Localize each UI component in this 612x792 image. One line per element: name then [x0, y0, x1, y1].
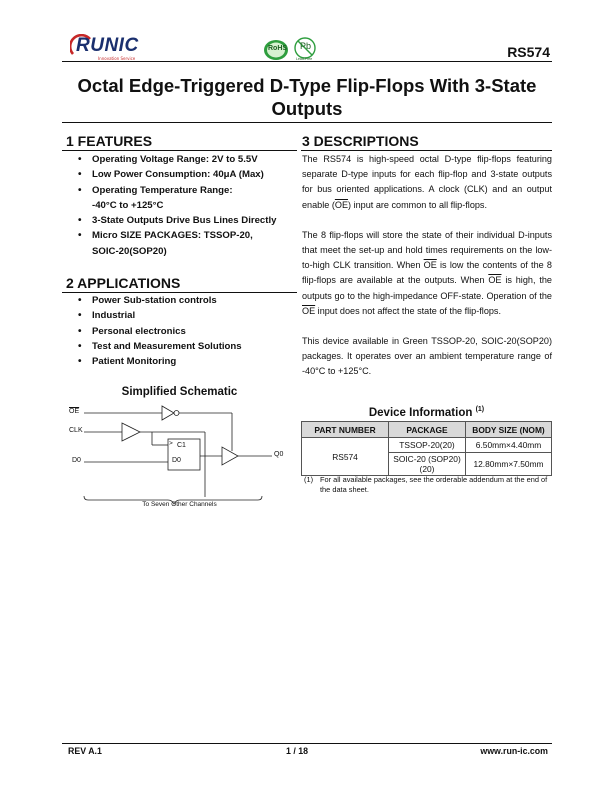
- schematic-clk-label: CLK: [69, 427, 83, 434]
- lead-free-label: Lead-Free: [296, 57, 313, 61]
- schematic-d0-label: D0: [72, 457, 81, 464]
- application-item: • Patient Monitoring: [68, 354, 298, 369]
- features-heading: 1 FEATURES: [66, 133, 153, 149]
- description-paragraph: This device available in Green TSSOP-20, SOIC-20(SOP20) packages. It operates over an ambient temperature range of -40°C to +125°C.: [302, 336, 552, 377]
- logo-tagline: Innovation Service: [98, 56, 136, 61]
- application-item: • Power Sub-station controls: [68, 293, 298, 308]
- application-item: • Test and Measurement Solutions: [68, 339, 298, 354]
- part-number-cell: RS574: [302, 438, 389, 476]
- feature-item-continuation: -40°C to +125°C: [92, 199, 164, 211]
- company-logo: [70, 34, 140, 62]
- title-rule: [62, 122, 552, 123]
- oe-overline: $\overline{OE}$: [302, 305, 316, 316]
- header-rule: [62, 61, 552, 62]
- device-info-title: Device Information $^{(1)}$: [368, 406, 485, 419]
- description-paragraph: The RS574 is high-speed octal D-type flip-flops featuring separate D-type inputs for each flip-flop and 3-state outputs for bus oriented applications. A clock (CLK) and an output enable $(\overline{OE})$ input are common to all flip-flops.: [302, 154, 552, 210]
- schematic-ff-d0-label: D0: [172, 457, 181, 464]
- table-row: [302, 438, 552, 453]
- schematic-oe-label: $\overline{OE}$: [69, 408, 80, 415]
- schematic-title: Simplified Schematic: [121, 386, 238, 398]
- footnote-number: (1): [304, 475, 314, 484]
- features-list: [68, 152, 298, 259]
- schematic-clock-symbol: >: [169, 440, 173, 447]
- feature-item: • 3-State Outputs Drive Bus Lines Directly: [68, 213, 298, 228]
- applications-heading: 2 APPLICATIONS: [66, 275, 181, 291]
- device-info-note-ref: (1): [475, 406, 485, 413]
- rohs-label: RoHS: [268, 45, 288, 52]
- logo-text: RUNIC: [76, 35, 139, 56]
- footer-rule: [62, 743, 552, 744]
- footer-url[interactable]: www.run-ic.com: [480, 746, 548, 756]
- column-header: PACKAGE: [389, 422, 466, 438]
- header-part-number: RS574: [507, 44, 550, 60]
- table-header-row: [302, 422, 552, 438]
- pb-label: Pb: [300, 41, 312, 51]
- schematic-footer-label: To Seven Other Channels: [142, 501, 217, 508]
- descriptions-rule: [301, 150, 552, 151]
- package-cell: SOIC-20 (SOP20)(20): [389, 453, 466, 476]
- title-line-2: Outputs: [271, 98, 343, 119]
- simplified-schematic: [62, 402, 297, 510]
- oe-overline: $\overline{OE}$: [334, 199, 349, 210]
- column-header: PART NUMBER: [302, 422, 389, 438]
- oe-overline: $\overline{OE}$: [488, 275, 502, 286]
- footer-page-number: 1 / 18: [286, 746, 309, 756]
- title-line-1: Octal Edge-Triggered D-Type Flip-Flops With 3-State: [77, 75, 537, 96]
- package-cell: TSSOP-20(20): [389, 438, 466, 453]
- application-item: • Industrial: [68, 308, 298, 323]
- schematic-c1-label: C1: [177, 442, 186, 449]
- schematic-diagram: [62, 402, 297, 510]
- feature-item-continuation: SOIC-20(SOP20): [92, 245, 167, 257]
- application-item: • Personal electronics: [68, 324, 298, 339]
- compliance-badges: [262, 36, 322, 62]
- feature-item: • Low Power Consumption: 40μA (Max): [68, 167, 298, 182]
- document-title: [62, 74, 552, 120]
- descriptions-heading: 3 DESCRIPTIONS: [302, 133, 419, 149]
- oe-overline: $\overline{OE}$: [423, 260, 437, 271]
- feature-item: • Micro SIZE PACKAGES: TSSOP-20, SOIC-20(SOP20): [68, 228, 298, 259]
- applications-list: [68, 293, 298, 369]
- body-size-cell: 6.50mm×4.40mm: [466, 438, 552, 453]
- device-info-table: [301, 421, 552, 476]
- column-header: BODY SIZE (NOM): [466, 422, 552, 438]
- descriptions-body: [302, 152, 552, 380]
- footnote-text: For all available packages, see the orderable addendum at the end of the data sheet.: [320, 475, 548, 494]
- schematic-q0-label: Q0: [274, 451, 284, 458]
- feature-item: • Operating Voltage Range: 2V to 5.5V: [68, 152, 298, 167]
- description-paragraph: The 8 flip-flops will store the state of their individual D-inputs that meet the set-up and hold times requirements on the low-to-high CLK transition. When $\overline{OE}$ is low the contents of the 8 flip-flops are available at the outputs. When $\overline{OE}$ is high, the outputs go to the high-impedance OFF-state. Operation of the $\overline{OE}$ input does not affect the state of the flip-flops.: [302, 229, 552, 316]
- feature-item: • Operating Temperature Range: -40°C to +125°C: [68, 183, 298, 214]
- footer-revision: REV A.1: [68, 746, 102, 756]
- body-size-cell: 12.80mm×7.50mm: [466, 453, 552, 476]
- features-rule: [62, 150, 297, 151]
